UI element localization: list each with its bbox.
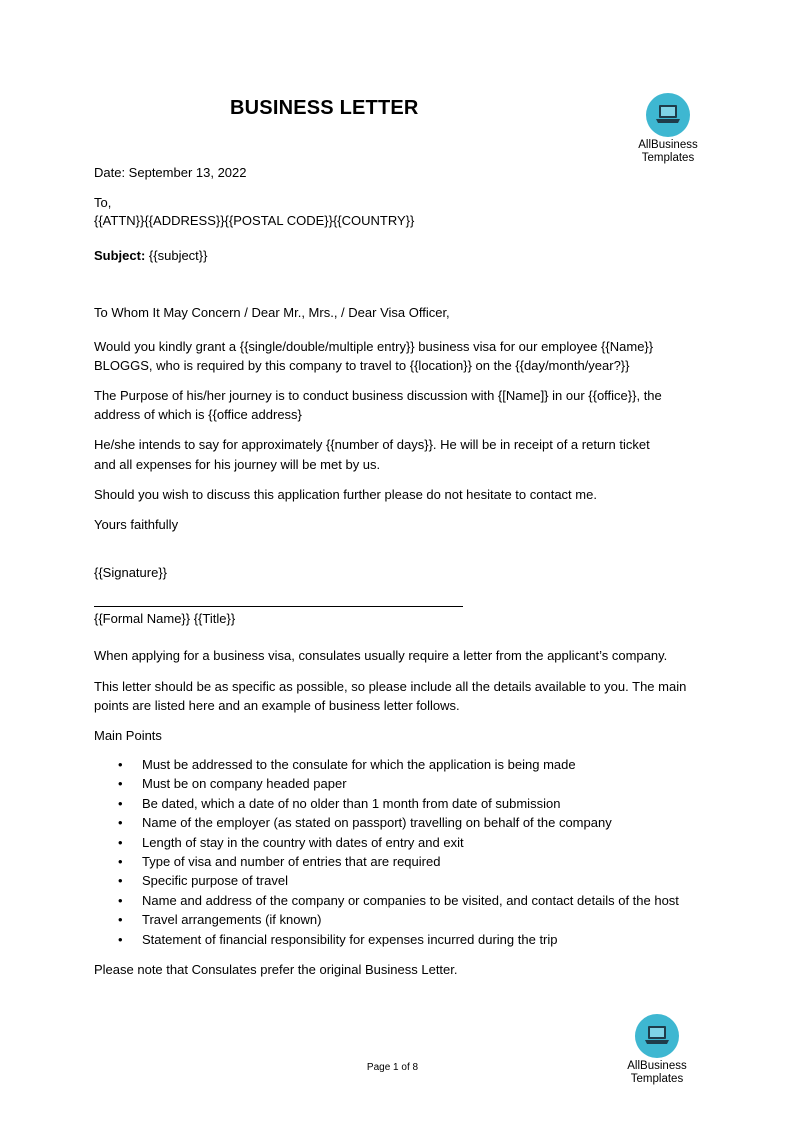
bullet: • xyxy=(118,873,123,889)
bullet: • xyxy=(118,757,123,772)
document-title: BUSINESS LETTER xyxy=(230,97,419,119)
final-note: Please note that Consulates prefer the original Business Letter. xyxy=(94,962,458,977)
list-item: • Length of stay in the country with dates of entry and exit xyxy=(94,833,679,852)
note-paragraph-2-line-2: points are listed here and an example of business letter follows. xyxy=(94,698,460,713)
laptop-icon xyxy=(635,1014,679,1058)
bullet: • xyxy=(118,815,123,831)
body-paragraph-2-line-2: address of which is {{office address} xyxy=(94,407,302,422)
body-paragraph-3-line-1: He/she intends to say for approximately {{number of days}}. He will be in receipt of a return ticket xyxy=(94,437,650,452)
main-points-list xyxy=(94,755,679,949)
body-paragraph-4: Should you wish to discuss this application further please do not hesitate to contact me. xyxy=(94,487,597,502)
list-item: • Name and address of the company or companies to be visited, and contact details of the host xyxy=(94,891,679,910)
list-item: • Type of visa and number of entries that are required xyxy=(94,852,679,871)
bullet: • xyxy=(118,834,123,850)
body-paragraph-1-line-2: BLOGGS, who is required by this company to travel to {{location}} on the {{day/month/year?}} xyxy=(94,358,630,373)
signature-rule xyxy=(94,606,463,607)
closing: Yours faithfully xyxy=(94,517,179,532)
list-item: • Statement of financial responsibility for expenses incurred during the trip xyxy=(94,930,679,949)
body-paragraph-2-line-1: The Purpose of his/her journey is to conduct business discussion with {[Name]} in our {{office}}, the xyxy=(94,388,662,403)
date-line: Date: September 13, 2022 xyxy=(94,165,247,180)
bullet: • xyxy=(118,795,123,811)
salutation: To Whom It May Concern / Dear Mr., Mrs., / Dear Visa Officer, xyxy=(94,305,450,320)
note-paragraph-2-line-1: This letter should be as specific as possible, so please include all the details available to you. The main xyxy=(94,679,687,694)
bullet: • xyxy=(118,931,123,947)
body-paragraph-1-line-1: Would you kindly grant a {{single/double/multiple entry}} business visa for our employee {{Name}} xyxy=(94,339,654,354)
subject-label: Subject: xyxy=(94,248,146,263)
laptop-icon xyxy=(646,93,690,137)
list-item: • Travel arrangements (if known) xyxy=(94,910,679,929)
recipient-address: {{ATTN}}{{ADDRESS}}{{POSTAL CODE}}{{COUNTRY}} xyxy=(94,213,415,228)
list-item: • Must be on company headed paper xyxy=(94,774,679,793)
note-paragraph-1: When applying for a business visa, consulates usually require a letter from the applicant’s company. xyxy=(94,648,668,663)
bullet: • xyxy=(118,912,123,928)
brand-name: AllBusiness Templates xyxy=(638,139,698,164)
bullet: • xyxy=(118,854,123,870)
list-item: • Name of the employer (as stated on passport) travelling on behalf of the company xyxy=(94,813,679,832)
brand-name: AllBusiness Templates xyxy=(627,1060,687,1085)
list-item: • Specific purpose of travel xyxy=(94,871,679,890)
bullet: • xyxy=(118,776,123,792)
subject-line xyxy=(94,246,207,265)
main-points-label: Main Points xyxy=(94,728,162,743)
list-item: • Must be addressed to the consulate for which the application is being made xyxy=(94,755,679,774)
body-paragraph-3-line-2: and all expenses for his journey will be met by us. xyxy=(94,457,381,472)
signature-placeholder: {{Signature}} xyxy=(94,565,168,580)
bullet: • xyxy=(118,892,123,908)
brand-logo-bottom xyxy=(617,1014,697,1086)
page-number: Page 1 of 8 xyxy=(366,1062,419,1073)
brand-logo-top xyxy=(628,93,708,165)
to-label: To, xyxy=(94,195,112,210)
formal-name: {{Formal Name}} {{Title}} xyxy=(94,611,236,626)
subject-value: {{subject}} xyxy=(148,248,208,263)
list-item: • Be dated, which a date of no older than 1 month from date of submission xyxy=(94,794,679,813)
